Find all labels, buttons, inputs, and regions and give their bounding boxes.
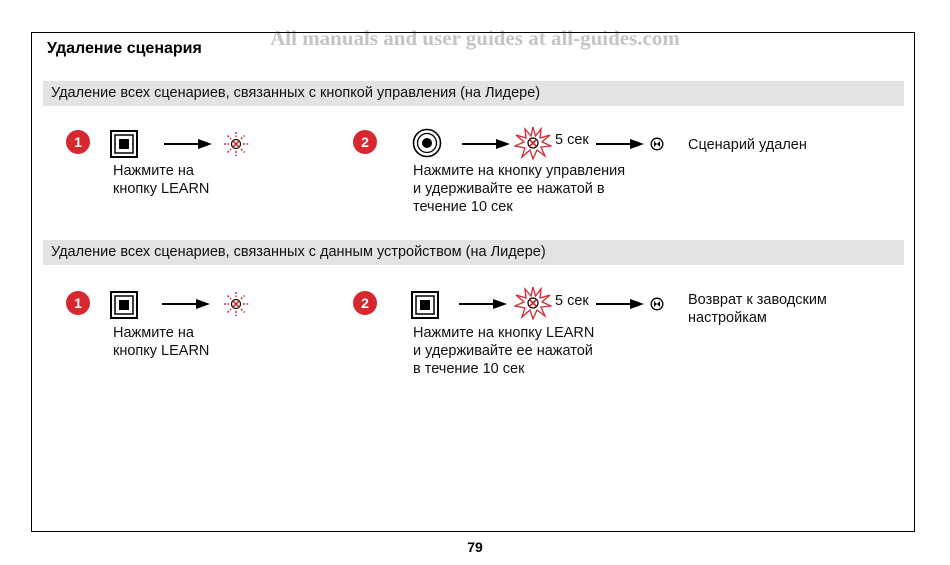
result-text: настройкам bbox=[688, 310, 767, 326]
step-instruction-line: Нажмите на кнопку управления bbox=[413, 163, 626, 179]
step-instruction-line: кнопку LEARN bbox=[113, 181, 210, 197]
section-header: Удаление всех сценариев, связанных с кнопкой управления (на Лидере) bbox=[43, 81, 904, 106]
control-button-icon bbox=[412, 128, 442, 158]
blinking-led-icon bbox=[223, 291, 249, 317]
arrow-right-icon bbox=[596, 139, 644, 149]
learn-button-icon bbox=[110, 130, 138, 158]
page-number: 79 bbox=[467, 539, 483, 555]
section-header: Удаление всех сценариев, связанных с данным устройством (на Лидере) bbox=[43, 240, 904, 265]
flashing-led-icon bbox=[514, 126, 552, 160]
step-instruction-line: Нажмите на кнопку LEARN bbox=[413, 325, 595, 341]
step-instruction-line: течение 10 сек bbox=[413, 199, 513, 215]
timer-label: 5 сек bbox=[555, 293, 589, 309]
result-text: Возврат к заводским bbox=[688, 292, 827, 308]
arrow-right-icon bbox=[596, 299, 644, 309]
blinking-led-icon bbox=[223, 131, 249, 157]
learn-button-icon bbox=[411, 291, 439, 319]
led-off-icon bbox=[650, 137, 664, 151]
arrow-right-icon bbox=[459, 299, 507, 309]
step-instruction-line: Нажмите на bbox=[113, 325, 194, 341]
arrow-right-icon bbox=[462, 139, 510, 149]
step-number-badge: 1 bbox=[66, 291, 90, 315]
step-number-badge: 1 bbox=[66, 130, 90, 154]
step-instruction-line: кнопку LEARN bbox=[113, 343, 210, 359]
learn-button-icon bbox=[110, 291, 138, 319]
step-number-badge: 2 bbox=[353, 130, 377, 154]
arrow-right-icon bbox=[162, 299, 210, 309]
result-text: Сценарий удален bbox=[688, 137, 807, 153]
watermark: All manuals and user guides at all-guides.com bbox=[270, 26, 680, 50]
flashing-led-icon bbox=[514, 286, 552, 320]
step-instruction-line: Нажмите на bbox=[113, 163, 194, 179]
step-instruction-line: и удерживайте ее нажатой в bbox=[413, 181, 605, 197]
step-instruction-line: и удерживайте ее нажатой bbox=[413, 343, 593, 359]
led-off-icon bbox=[650, 297, 664, 311]
arrow-right-icon bbox=[164, 139, 212, 149]
content-frame bbox=[31, 32, 915, 532]
step-number-badge: 2 bbox=[353, 291, 377, 315]
timer-label: 5 сек bbox=[555, 132, 589, 148]
step-instruction-line: в течение 10 сек bbox=[413, 361, 525, 377]
page-title: Удаление сценария bbox=[47, 40, 202, 57]
